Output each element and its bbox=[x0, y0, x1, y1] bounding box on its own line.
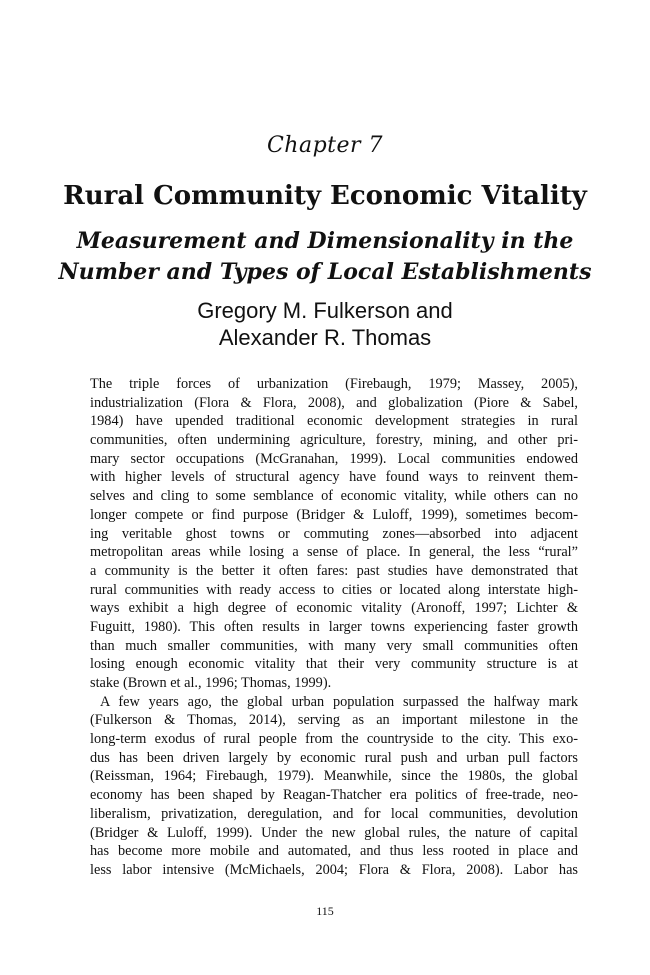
paragraph bbox=[90, 693, 578, 880]
text-line: ways exhibit a high degree of economic vitality (Aronoff, 1997; Lichter & bbox=[90, 600, 578, 617]
page-number: 115 bbox=[316, 904, 334, 918]
body-text bbox=[90, 375, 578, 880]
subtitle-line: Number and Types of Local Establishments bbox=[58, 259, 592, 285]
text-line: industrialization (Flora & Flora, 2008), and globalization (Piore & Sabel, bbox=[90, 394, 578, 411]
chapter-title: Rural Community Economic Vitality bbox=[63, 181, 587, 211]
text-line: dus has been driven largely by economic rural push and urban pull factors bbox=[90, 749, 578, 766]
text-line: long-term exodus of rural people from the countryside to the city. This exo- bbox=[90, 731, 578, 748]
text-line: economy has been shaped by Reagan-Thatcher era politics of free-trade, neo- bbox=[90, 787, 578, 804]
text-line: a community is the better it often fares: past studies have demonstrated that bbox=[90, 562, 578, 579]
paragraph bbox=[90, 375, 578, 693]
text-line: liberalism, privatization, deregulation, and for local communities, devolution bbox=[90, 805, 578, 822]
text-line: mary sector occupations (McGranahan, 1999). Local communities endowed bbox=[90, 450, 578, 467]
text-line: rural communities with ready access to cities or located along interstate high- bbox=[90, 581, 578, 598]
text-line: ing veritable ghost towns or commuting zones—absorbed into adjacent bbox=[90, 525, 578, 542]
text-line: communities, often undermining agriculture, forestry, mining, and other pri- bbox=[90, 432, 578, 449]
chapter-subtitle bbox=[0, 226, 650, 288]
subtitle-line: Measurement and Dimensionality in the bbox=[76, 228, 574, 254]
text-line: than much smaller communities, with many very small communities often bbox=[90, 637, 578, 654]
text-line: has become more mobile and automated, and thus less rooted in place and bbox=[90, 843, 578, 860]
text-line: selves and cling to some semblance of economic vitality, while others can no bbox=[90, 488, 578, 505]
text-line: metropolitan areas while losing a sense of place. In general, the less “rural” bbox=[90, 544, 578, 561]
chapter-label: Chapter 7 bbox=[266, 133, 384, 158]
text-line: The triple forces of urbanization (Firebaugh, 1979; Massey, 2005), bbox=[90, 376, 578, 392]
text-line: with higher levels of structural agency have found ways to reinvent them- bbox=[90, 469, 578, 486]
text-line: stake (Brown et al., 1996; Thomas, 1999). bbox=[90, 675, 332, 691]
text-line: less labor intensive (McMichaels, 2004; Flora & Flora, 2008). Labor has bbox=[90, 861, 578, 878]
text-line: Fuguitt, 1980). This often results in larger towns experiencing faster growth bbox=[90, 618, 578, 635]
text-line: (Bridger & Luloff, 1999). Under the new global rules, the nature of capital bbox=[90, 824, 578, 841]
text-line: longer compete or find purpose (Bridger & Luloff, 1999), sometimes becom- bbox=[90, 506, 578, 523]
author-byline bbox=[0, 297, 650, 351]
text-line: (Fulkerson & Thomas, 2014), serving as an important milestone in the bbox=[90, 712, 578, 729]
author-line: Alexander R. Thomas bbox=[218, 325, 432, 350]
text-line: losing enough economic vitality that their very community structure is at bbox=[90, 656, 578, 673]
text-line: 1984) have upended traditional economic development strategies in rural bbox=[90, 413, 578, 430]
text-line: A few years ago, the global urban population surpassed the halfway mark bbox=[100, 693, 578, 710]
author-line: Gregory M. Fulkerson and bbox=[197, 298, 453, 323]
text-line: (Reissman, 1964; Firebaugh, 1979). Meanwhile, since the 1980s, the global bbox=[90, 768, 578, 785]
